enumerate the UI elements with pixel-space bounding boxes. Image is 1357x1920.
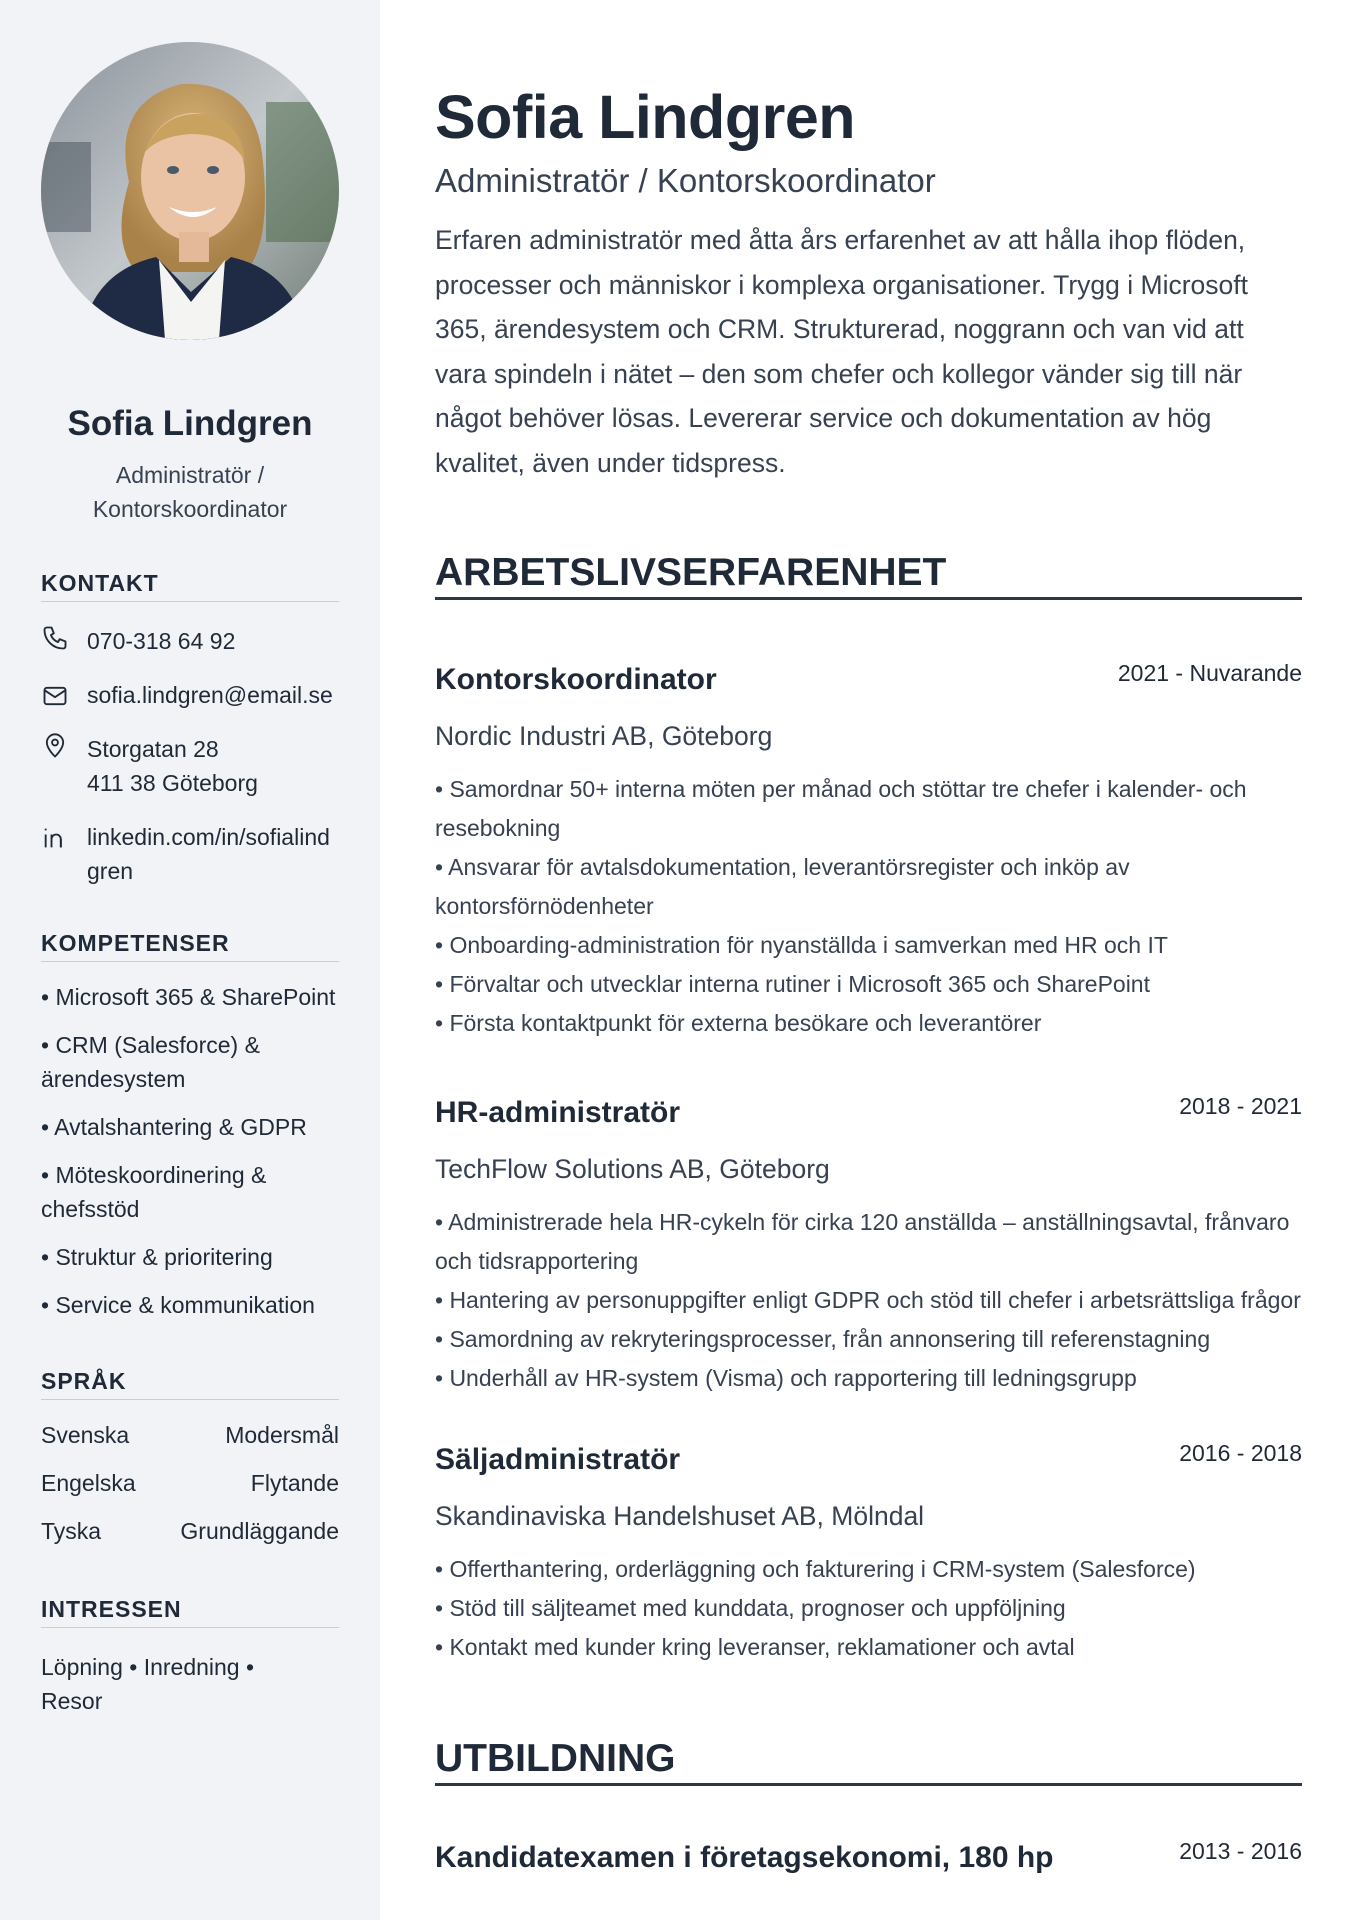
experience-heading: ARBETSLIVSERFARENHET [435, 549, 1302, 600]
job-date: 2021 - Nuvarande [1117, 660, 1302, 686]
page-title: Sofia Lindgren [435, 83, 855, 151]
job-bullet: • Förvaltar och utvecklar interna rutiner i Microsoft 365 och SharePoint [435, 971, 1150, 997]
job-company: Nordic Industri AB, Göteborg [435, 721, 773, 751]
interests-section [41, 1596, 339, 1718]
job-entry [435, 660, 1302, 1043]
profile-photo-image [41, 42, 339, 340]
skill-item: • Avtalshantering & GDPR [41, 1114, 307, 1140]
contact-phone [41, 624, 339, 658]
phone-icon [41, 624, 69, 652]
contact-email [41, 678, 339, 712]
contact-heading: KONTAKT [41, 570, 339, 602]
skill-item: • Möteskoordinering & chefsstöd [41, 1162, 267, 1222]
skill-item: • Struktur & prioritering [41, 1244, 273, 1270]
job-company: TechFlow Solutions AB, Göteborg [435, 1154, 830, 1184]
job-bullet: • Stöd till säljteamet med kunddata, prognoser och uppföljning [435, 1595, 1066, 1621]
contact-section [41, 570, 339, 888]
job-bullet: • Samordnar 50+ interna möten per månad och stöttar tre chefer i kalender- och resebokning [435, 776, 1247, 841]
job-bullet: • Onboarding-administration för nyanställda i samverkan med HR och IT [435, 932, 1168, 958]
education-date: 2013 - 2016 [1179, 1838, 1302, 1864]
sidebar-name: Sofia Lindgren [67, 404, 313, 443]
interests-heading: INTRESSEN [41, 1596, 339, 1628]
job-bullet: • Administrerade hela HR-cykeln för cirka 120 anställda – anställningsavtal, frånvaro och tidsrapportering [435, 1209, 1290, 1274]
job-entry [435, 1093, 1302, 1398]
main-content [435, 0, 1302, 1878]
job-date: 2016 - 2018 [1179, 1440, 1302, 1466]
education-title: Kandidatexamen i företagsekonomi, 180 hp [435, 1841, 1054, 1874]
language-row [41, 1418, 339, 1452]
job-title: HR-administratör [435, 1096, 681, 1129]
job-bullets [435, 1550, 1302, 1667]
job-entry [435, 1440, 1302, 1667]
contact-email-text[interactable]: sofia.lindgren@email.se [87, 682, 333, 708]
job-company: Skandinaviska Handelshuset AB, Mölndal [435, 1501, 925, 1531]
languages-heading: SPRÅK [41, 1368, 339, 1400]
job-header [435, 1093, 1302, 1133]
contact-list [41, 624, 339, 888]
sidebar [0, 0, 380, 1920]
job-bullet: • Kontakt med kunder kring leveranser, reklamationer och avtal [435, 1634, 1075, 1660]
education-entry-header [435, 1838, 1302, 1878]
education-heading: UTBILDNING [435, 1735, 1302, 1786]
job-title-subtitle: Administratör / Kontorskoordinator [435, 162, 936, 199]
skill-item: • Service & kommunikation [41, 1292, 315, 1318]
languages-section [41, 1368, 339, 1548]
language-level: Modersmål [225, 1422, 339, 1448]
job-header [435, 1440, 1302, 1480]
skills-section [41, 930, 339, 1322]
job-date: 2018 - 2021 [1179, 1093, 1302, 1119]
language-row [41, 1514, 339, 1548]
job-title: Kontorskoordinator [435, 663, 717, 696]
language-level: Flytande [250, 1470, 339, 1496]
languages-list [41, 1418, 339, 1548]
language-row [41, 1466, 339, 1500]
language-name: Svenska [41, 1422, 130, 1448]
contact-linkedin-text[interactable]: linkedin.com/in/sofialindgren [87, 824, 330, 884]
sidebar-title [90, 458, 290, 526]
interests-text: Löpning • Inredning • Resor [41, 1654, 255, 1714]
location-icon [41, 732, 69, 760]
contact-linkedin [41, 820, 339, 888]
skill-item: • CRM (Salesforce) & ärendesystem [41, 1032, 260, 1092]
job-bullet: • Ansvarar för avtalsdokumentation, leverantörsregister och inköp av kontorsförnödenheter [435, 854, 1130, 919]
language-name: Tyska [41, 1518, 102, 1544]
linkedin-icon [41, 824, 69, 852]
contact-phone-text[interactable]: 070-318 64 92 [87, 628, 236, 654]
language-level: Grundläggande [180, 1518, 339, 1544]
job-bullets [435, 770, 1302, 1043]
skills-list [41, 980, 339, 1322]
sidebar-title-text: Administratör / Kontorskoordinator [92, 462, 288, 522]
job-bullet: • Hantering av personuppgifter enligt GDPR och stöd till chefer i arbetsrättsliga frågor [435, 1287, 1301, 1313]
language-name: Engelska [41, 1470, 136, 1496]
email-icon [41, 682, 69, 710]
experience-section [435, 549, 1302, 1667]
job-bullet: • Första kontaktpunkt för externa besökare och leverantörer [435, 1010, 1042, 1036]
profile-summary: Erfaren administratör med åtta års erfarenhet av att hålla ihop flöden, processer och människor i komplexa organisationer. Trygg i Microsoft 365, ärendesystem och CRM. Strukturerad, noggrann och van vid att vara spindeln i nätet – den som chefer och kollegor vänder sig till när något behöver lösas. Levererar service och dokumentation av hög kvalitet, även under tidspress. [435, 225, 1249, 478]
job-title: Säljadministratör [435, 1443, 681, 1476]
profile-photo [41, 42, 339, 340]
skills-heading: KOMPETENSER [41, 930, 339, 962]
job-bullet: • Samordning av rekryteringsprocesser, från annonsering till referenstagning [435, 1326, 1211, 1352]
job-header [435, 660, 1302, 700]
skill-item: • Microsoft 365 & SharePoint [41, 984, 336, 1010]
job-bullet: • Underhåll av HR-system (Visma) och rapportering till ledningsgrupp [435, 1365, 1137, 1391]
job-bullets [435, 1203, 1302, 1398]
job-bullet: • Offerthantering, orderläggning och fakturering i CRM-system (Salesforce) [435, 1556, 1196, 1582]
contact-address-text: Storgatan 28 411 38 Göteborg [87, 736, 258, 796]
contact-address [41, 732, 339, 800]
education-section [435, 1735, 1302, 1878]
